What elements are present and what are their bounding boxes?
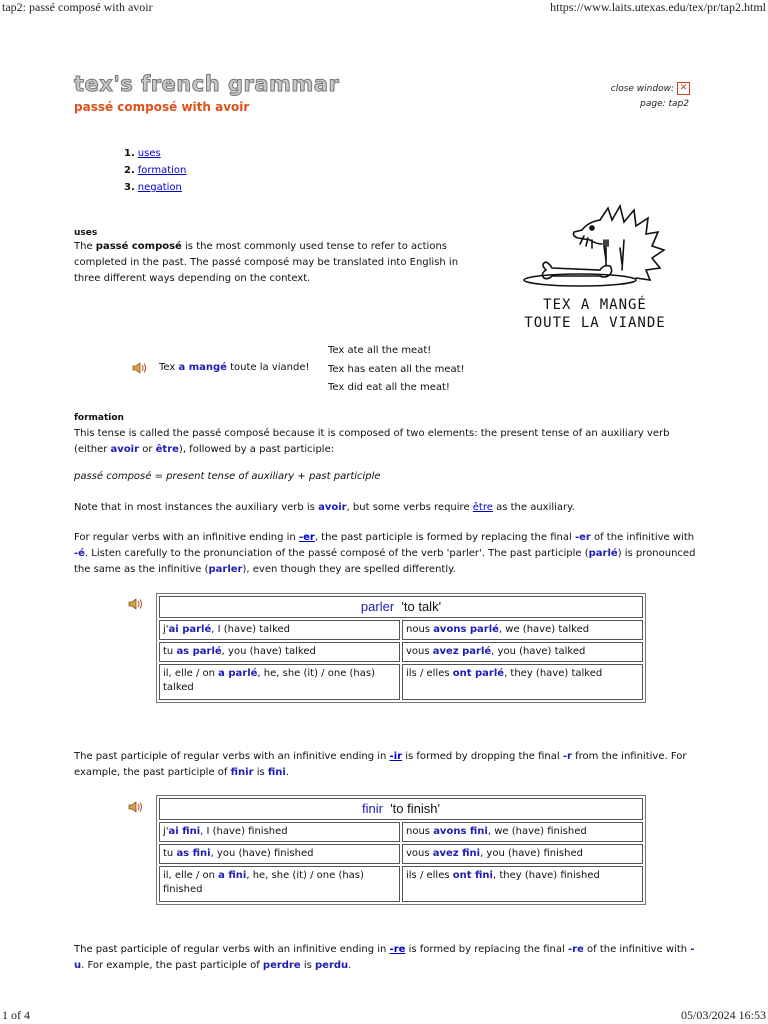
- verb-highlight: avez fini: [432, 848, 481, 859]
- close-window-label: close window:: [610, 84, 674, 94]
- text-run: ils / elles: [406, 870, 453, 881]
- term-avoir: avoir: [110, 444, 140, 455]
- verb-highlight: as parlé: [176, 646, 222, 657]
- text-run: Note that in most instances the auxiliary verb is: [74, 502, 319, 513]
- table-row: [159, 866, 643, 902]
- text-run: , you (have) talked: [491, 646, 586, 657]
- table-verb: finir: [362, 801, 383, 816]
- text-run: or: [139, 444, 156, 455]
- text-run: is: [253, 767, 268, 778]
- verb-highlight: a parlé: [218, 668, 258, 679]
- term-perdre: perdre: [262, 960, 301, 971]
- text-run: ), followed by a past participle:: [178, 444, 335, 455]
- toc-number: 3.: [124, 182, 135, 193]
- link-er[interactable]: -er: [298, 532, 315, 543]
- table-cell: [159, 866, 400, 902]
- text-run: Tex: [159, 362, 179, 373]
- text-run: vous: [406, 848, 433, 859]
- tex-illustration: [500, 200, 690, 340]
- verb-highlight: avez parlé: [432, 646, 492, 657]
- text-run: as the auxiliary.: [492, 502, 575, 513]
- text-run: ), even though they are spelled differently.: [242, 564, 456, 575]
- toc-item-uses: [124, 145, 186, 162]
- formation-heading: formation: [74, 413, 124, 423]
- table-row: [159, 642, 643, 662]
- example-french: [159, 362, 310, 373]
- verb-highlight: ont fini: [452, 870, 493, 881]
- formation-formula: passé composé = present tense of auxiliary + past participle: [74, 471, 381, 482]
- table-cell: [402, 866, 643, 902]
- example-translations: [328, 342, 465, 398]
- link-ir[interactable]: -ir: [389, 751, 403, 762]
- link-etre[interactable]: être: [472, 502, 493, 513]
- text-run: . Listen carefully to the pronunciation of the passé composé of the verb 'parler'. The past participle (: [84, 548, 589, 559]
- text-run: . For example, the past participle of: [81, 960, 263, 971]
- formation-paragraph-2: [74, 500, 699, 516]
- table-gloss: 'to talk': [401, 599, 442, 614]
- page-indicator: [640, 99, 689, 109]
- text-run: , but some verbs require: [346, 502, 473, 513]
- table-row: [159, 822, 643, 842]
- close-icon[interactable]: ✕: [677, 82, 690, 95]
- text-run: toute la viande!: [226, 362, 310, 373]
- text-run: nous: [406, 624, 434, 635]
- text-run: j': [163, 624, 169, 635]
- term-perdu: perdu: [315, 960, 349, 971]
- text-run: il, elle / on: [163, 870, 219, 881]
- table-cell: [159, 844, 400, 864]
- text-run: tu: [163, 646, 177, 657]
- text-run: .: [348, 960, 352, 971]
- term-parle: parlé: [588, 548, 618, 559]
- speaker-icon[interactable]: [128, 800, 144, 814]
- formation-paragraph-5: [74, 942, 699, 974]
- toc-number: 2.: [124, 165, 135, 176]
- text-run: is formed by dropping the final: [402, 751, 563, 762]
- speaker-icon[interactable]: [132, 361, 148, 375]
- text-run: , he, she (it) / one (has) finished: [163, 870, 364, 895]
- text-run: is formed by replacing the final: [405, 944, 568, 955]
- toc-number: 1.: [124, 148, 135, 159]
- term-fini: fini: [267, 767, 286, 778]
- page-subtitle: passé composé with avoir: [74, 100, 250, 114]
- page-id: tap2: [668, 99, 689, 109]
- text-run: of the infinitive with: [590, 532, 695, 543]
- toc-link-negation[interactable]: negation: [137, 182, 182, 193]
- text-run: j': [163, 826, 169, 837]
- text-run: ) is pronounced the same as the infinitive (: [74, 548, 696, 575]
- verb-highlight: avons parlé: [433, 624, 499, 635]
- table-cell: [402, 844, 643, 864]
- text-run: nous: [406, 826, 434, 837]
- toc-link-formation[interactable]: formation: [137, 165, 187, 176]
- toc-item-negation: [124, 179, 186, 196]
- verb-highlight: ai parlé: [168, 624, 212, 635]
- text-run: vous: [406, 646, 433, 657]
- term-re: -re: [567, 944, 584, 955]
- table-cell: [159, 822, 400, 842]
- table-header-row: [159, 596, 643, 618]
- table-of-contents: [124, 145, 186, 196]
- text-run: , they (have) talked: [504, 668, 603, 679]
- verb-highlight: a fini: [218, 870, 247, 881]
- text-run: , they (have) finished: [492, 870, 600, 881]
- conjugation-table-finir: [156, 795, 646, 905]
- speaker-icon[interactable]: [128, 597, 144, 611]
- text-run: , we (have) finished: [487, 826, 587, 837]
- link-re[interactable]: -re: [389, 944, 406, 955]
- print-page-url: https://www.laits.utexas.edu/tex/pr/tap2.html: [550, 0, 766, 14]
- uses-paragraph: [74, 239, 479, 287]
- conjugation-table-parler: [156, 593, 646, 703]
- table-gloss: 'to finish': [390, 801, 440, 816]
- translation-line: Tex has eaten all the meat!: [328, 363, 465, 375]
- print-page-count: 1 of 4: [2, 1008, 30, 1022]
- table-title: [159, 596, 643, 618]
- term-er: -er: [574, 532, 591, 543]
- term-finir: finir: [230, 767, 254, 778]
- table-cell: [402, 642, 643, 662]
- text-run: .: [285, 767, 290, 778]
- table-cell: [159, 642, 400, 662]
- table-cell: [402, 664, 643, 700]
- term-avoir: avoir: [318, 502, 347, 513]
- verb-highlight: a mangé: [178, 362, 227, 373]
- table-cell: [402, 620, 643, 640]
- term-passe-compose: passé composé: [95, 241, 182, 252]
- text-run: is the most commonly used tense to refer to actions completed in the past. The passé composé may be translated into English in three different ways depending on the context.: [74, 241, 459, 284]
- formation-paragraph-4: [74, 749, 699, 781]
- page-label: page:: [640, 99, 666, 109]
- toc-link-uses[interactable]: uses: [137, 148, 161, 159]
- print-page-title: tap2: passé composé with avoir: [2, 0, 153, 14]
- table-cell: [159, 664, 400, 700]
- text-run: tu: [163, 848, 177, 859]
- formation-paragraph-3: [74, 530, 699, 578]
- term-u: -u: [74, 944, 695, 971]
- close-window-area: [611, 82, 690, 95]
- text-run: il, elle / on: [163, 668, 219, 679]
- translation-line: Tex did eat all the meat!: [328, 382, 450, 393]
- text-run: , I (have) finished: [200, 826, 288, 837]
- table-cell: [402, 822, 643, 842]
- text-run: , I (have) talked: [211, 624, 291, 635]
- text-run: , he, she (it) / one (has) talked: [163, 668, 375, 693]
- text-run: of the infinitive with: [583, 944, 691, 955]
- text-run: , you (have) finished: [210, 848, 314, 859]
- term-e: -é: [74, 548, 85, 559]
- translation-line: Tex ate all the meat!: [328, 345, 432, 356]
- term-r: -r: [562, 751, 572, 762]
- table-verb: parler: [360, 599, 395, 614]
- illustration-caption: [506, 296, 684, 332]
- site-title: tex's french grammar: [74, 72, 340, 96]
- text-run: The past participle of regular verbs with an infinitive ending in: [74, 944, 390, 955]
- verb-highlight: as fini: [176, 848, 211, 859]
- term-etre: être: [155, 444, 179, 455]
- formation-paragraph-1: [74, 426, 699, 458]
- toc-item-formation: [124, 162, 186, 179]
- hedgehog-drawing-icon: [500, 200, 690, 300]
- verb-highlight: ai fini: [168, 826, 201, 837]
- text-run: , we (have) talked: [498, 624, 590, 635]
- table-row: [159, 664, 643, 700]
- table-title: [159, 798, 643, 820]
- text-run: The past participle of regular verbs with an infinitive ending in: [74, 751, 390, 762]
- text-run: The: [74, 241, 96, 252]
- uses-heading: uses: [74, 228, 98, 238]
- text-run: , you (have) talked: [221, 646, 316, 657]
- table-cell: [159, 620, 400, 640]
- text-run: ils / elles: [406, 668, 453, 679]
- illustration-caption-line1: TEX A MANGÉ: [543, 297, 647, 313]
- text-run: , you (have) finished: [480, 848, 583, 859]
- print-datetime: 05/03/2024 16:53: [680, 1008, 766, 1022]
- table-row: [159, 620, 643, 640]
- text-run: This tense is called the passé composé because it is composed of two elements: the present tense of an auxiliary verb (either: [74, 428, 670, 455]
- table-header-row: [159, 798, 643, 820]
- table-row: [159, 844, 643, 864]
- text-run: , the past participle is formed by replacing the final: [314, 532, 575, 543]
- text-run: is: [300, 960, 316, 971]
- text-run: from the infinitive. For example, the past participle of: [74, 751, 687, 778]
- illustration-caption-line2: TOUTE LA VIANDE: [524, 315, 666, 331]
- verb-highlight: ont parlé: [452, 668, 505, 679]
- verb-highlight: avons fini: [433, 826, 488, 837]
- term-parler: parler: [208, 564, 243, 575]
- text-run: For regular verbs with an infinitive ending in: [74, 532, 299, 543]
